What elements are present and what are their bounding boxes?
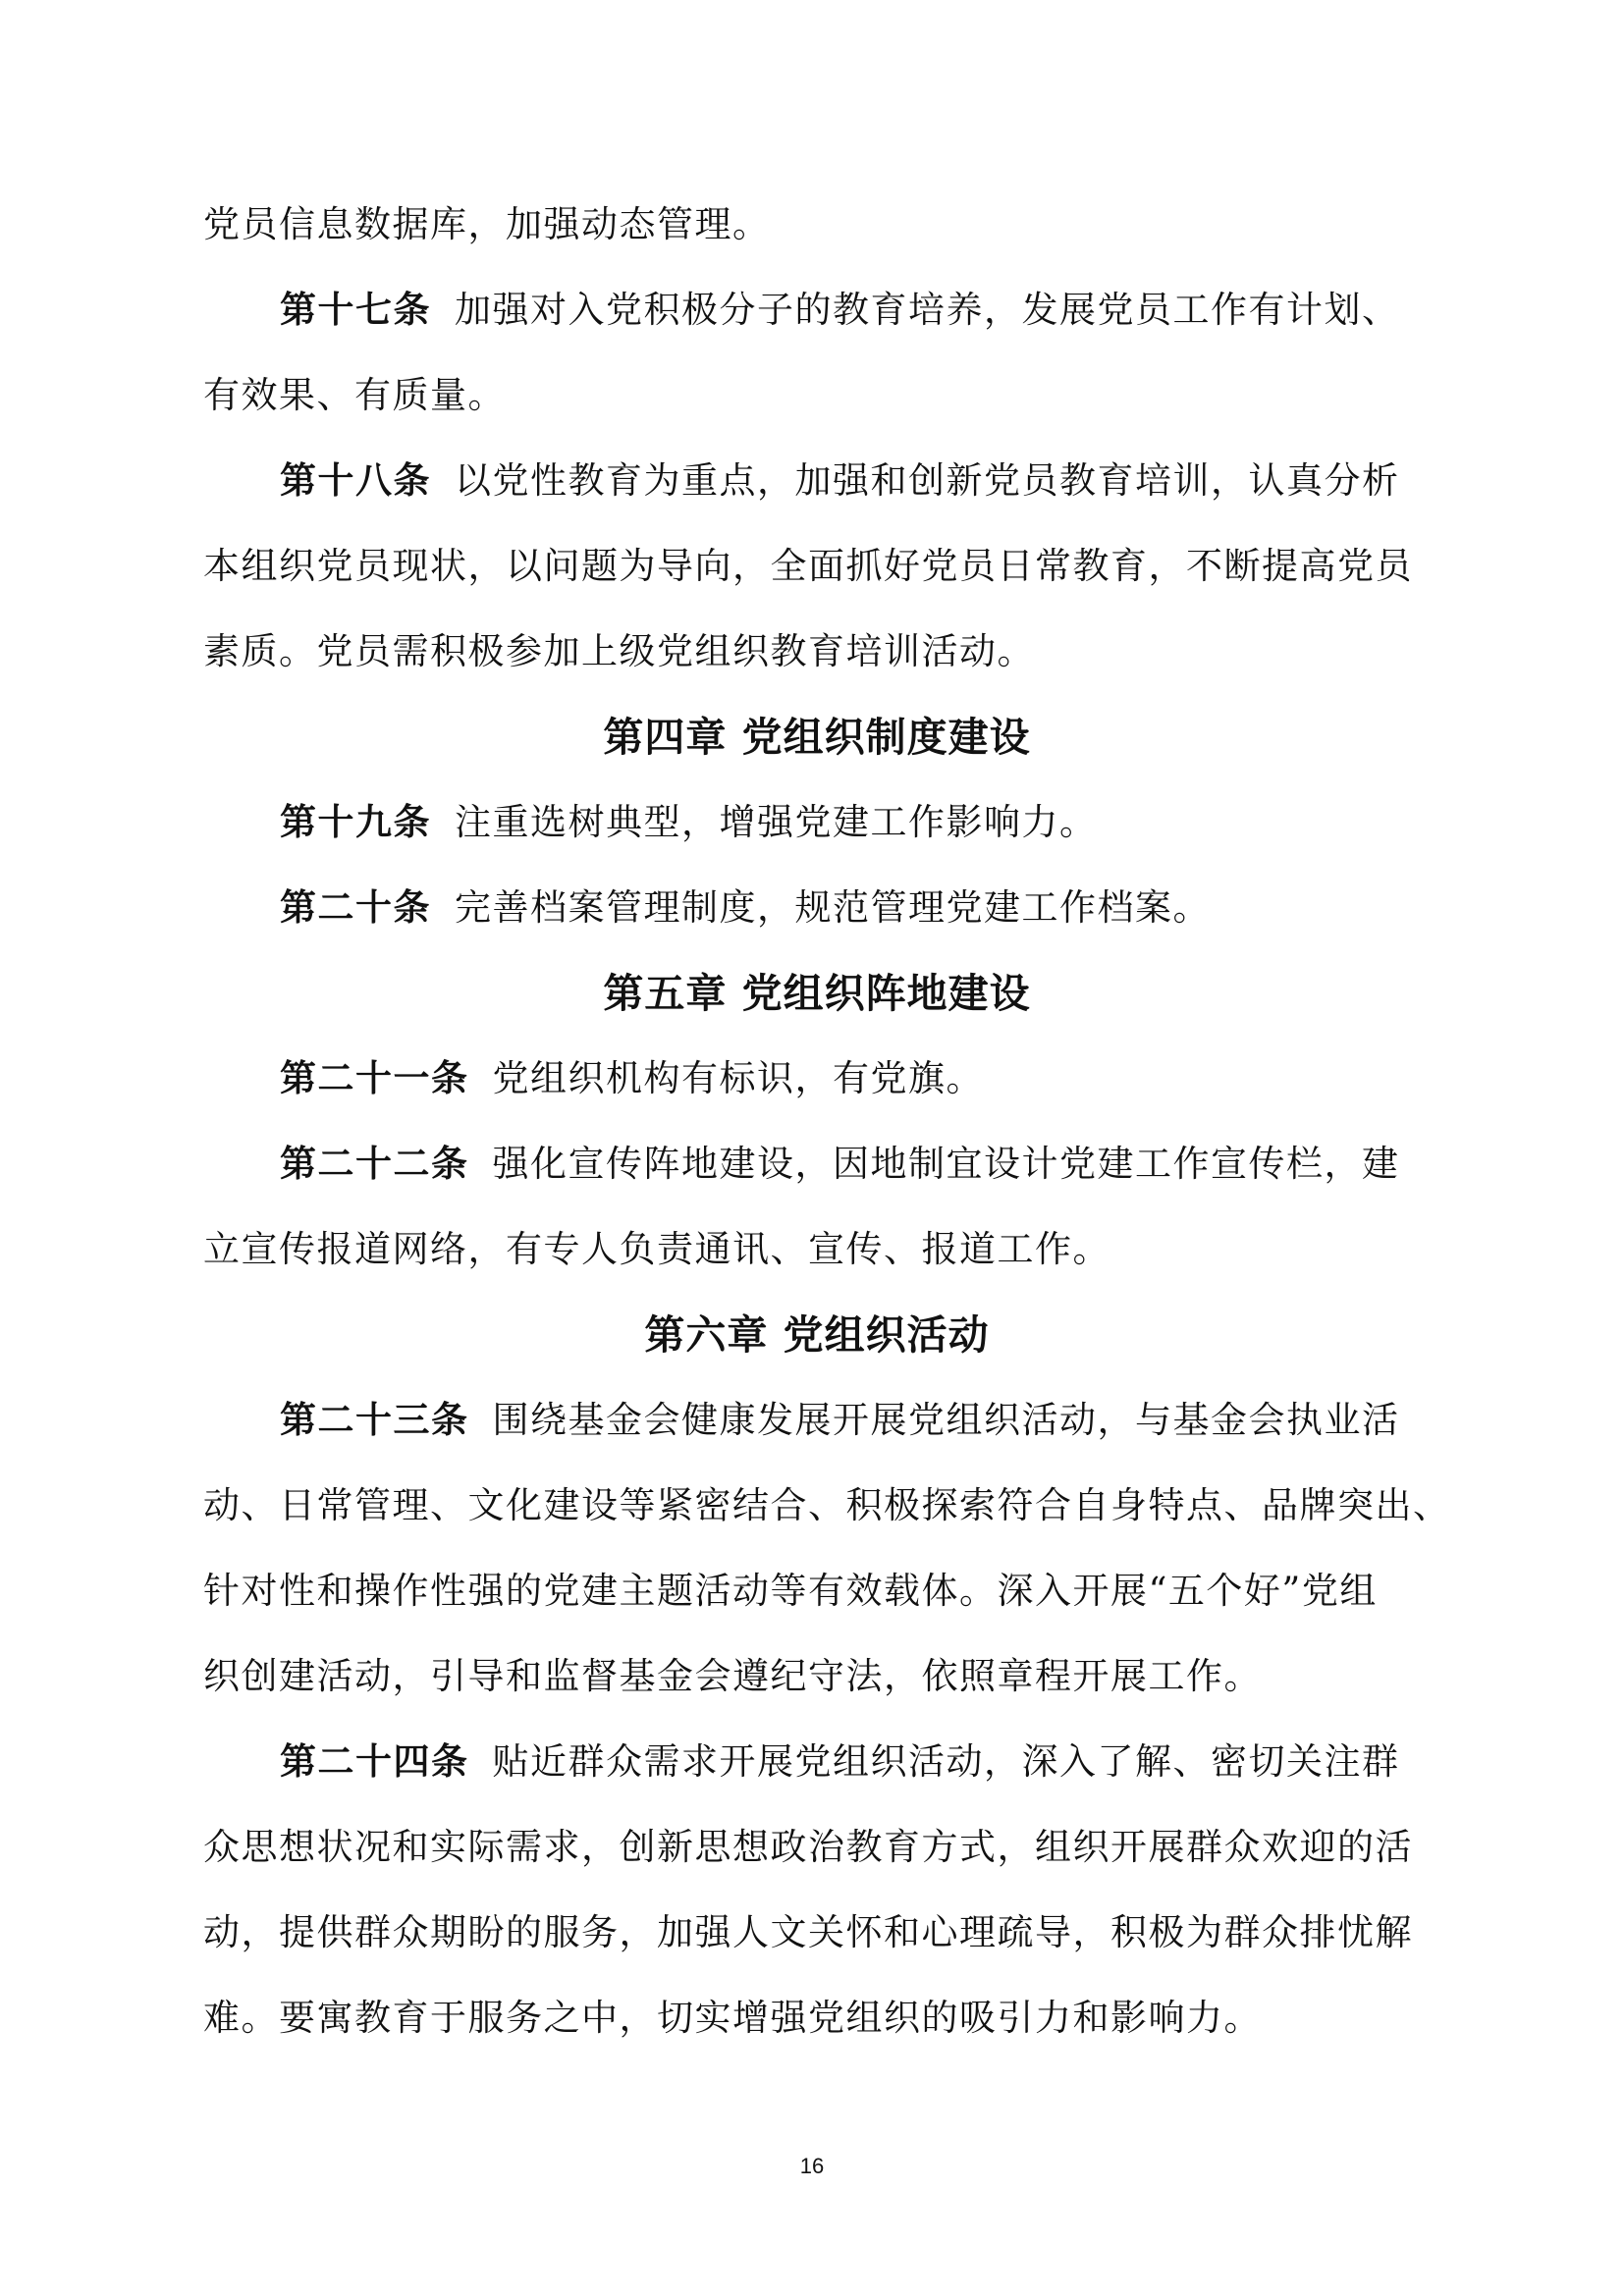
article-23-number: 第二十三条 xyxy=(280,1399,469,1441)
article-20-number: 第二十条 xyxy=(280,886,431,929)
article-20-line-1 xyxy=(203,880,1431,936)
page-number: 16 xyxy=(799,2154,825,2178)
article-23-line-4: 织创建活动，引导和监督基金会遵纪守法，依照章程开展工作。 xyxy=(203,1655,1262,1697)
article-19-number: 第十九条 xyxy=(280,801,431,843)
article-21 xyxy=(203,1050,1431,1107)
article-24 xyxy=(203,1734,1431,2047)
article-19 xyxy=(203,794,1431,851)
article-23-line-2: 动、日常管理、文化建设等紧密结合、积极探索符合自身特点、品牌突出、 xyxy=(203,1484,1451,1526)
article-19-text-1: 注重选树典型，增强党建工作影响力。 xyxy=(455,801,1098,843)
article-24-text-1: 贴近群众需求开展党组织活动，深入了解、密切关注群 xyxy=(492,1740,1400,1783)
article-20-text-1: 完善档案管理制度，规范管理党建工作档案。 xyxy=(455,886,1211,929)
article-22-text-1: 强化宣传阵地建设，因地制宜设计党建工作宣传栏，建 xyxy=(492,1143,1400,1185)
article-23 xyxy=(203,1392,1451,1705)
article-17 xyxy=(203,282,1431,424)
article-24-number: 第二十四条 xyxy=(280,1740,469,1783)
article-23-text-1: 围绕基金会健康发展开展党组织活动，与基金会执业活 xyxy=(492,1399,1400,1441)
article-22-line-2: 立宣传报道网络，有专人负责通讯、宣传、报道工作。 xyxy=(203,1228,1110,1270)
article-24-line-1 xyxy=(203,1734,1431,1790)
article-22-line-1 xyxy=(203,1136,1431,1193)
chapter-6-heading: 第六章 党组织活动 xyxy=(644,1311,990,1359)
article-18-line-1 xyxy=(203,453,1431,509)
document-page xyxy=(203,196,1451,2075)
article-24-line-3: 动，提供群众期盼的服务，加强人文关怀和心理疏导，积极为群众排忧解 xyxy=(203,1911,1413,1953)
article-17-line-1 xyxy=(203,282,1431,339)
article-22 xyxy=(203,1136,1431,1278)
article-24-line-4: 难。要寓教育于服务之中，切实增强党组织的吸引力和影响力。 xyxy=(203,1997,1262,2039)
chapter-5-heading: 第五章 党组织阵地建设 xyxy=(603,970,1031,1017)
article-18-text-1: 以党性教育为重点，加强和创新党员教育培训，认真分析 xyxy=(455,459,1400,502)
article-22-number: 第二十二条 xyxy=(280,1143,469,1185)
article-23-line-1 xyxy=(203,1392,1431,1449)
article-17-number: 第十七条 xyxy=(280,289,431,331)
article-24-line-2: 众思想状况和实际需求，创新思想政治教育方式，组织开展群众欢迎的活 xyxy=(203,1826,1413,1868)
article-18 xyxy=(203,453,1431,680)
article-21-text-1: 党组织机构有标识，有党旗。 xyxy=(492,1057,984,1099)
article-19-line-1 xyxy=(203,794,1431,851)
chapter-4-heading: 第四章 党组织制度建设 xyxy=(603,714,1031,761)
article-18-number: 第十八条 xyxy=(280,459,431,502)
article-21-line-1 xyxy=(203,1050,1431,1107)
article-18-line-2: 本组织党员现状，以问题为导向，全面抓好党员日常教育，不断提高党员 xyxy=(203,545,1413,587)
article-18-line-3: 素质。党员需积极参加上级党组织教育培训活动。 xyxy=(203,630,1035,672)
article-21-number: 第二十一条 xyxy=(280,1057,469,1099)
continuation-text: 党员信息数据库，加强动态管理。 xyxy=(203,203,771,245)
article-20 xyxy=(203,880,1431,936)
article-17-line-2: 有效果、有质量。 xyxy=(203,374,506,416)
article-17-text-1: 加强对入党积极分子的教育培养，发展党员工作有计划、 xyxy=(455,289,1400,331)
article-23-line-3: 针对性和操作性强的党建主题活动等有效载体。深入开展“五个好”党组 xyxy=(203,1570,1378,1612)
